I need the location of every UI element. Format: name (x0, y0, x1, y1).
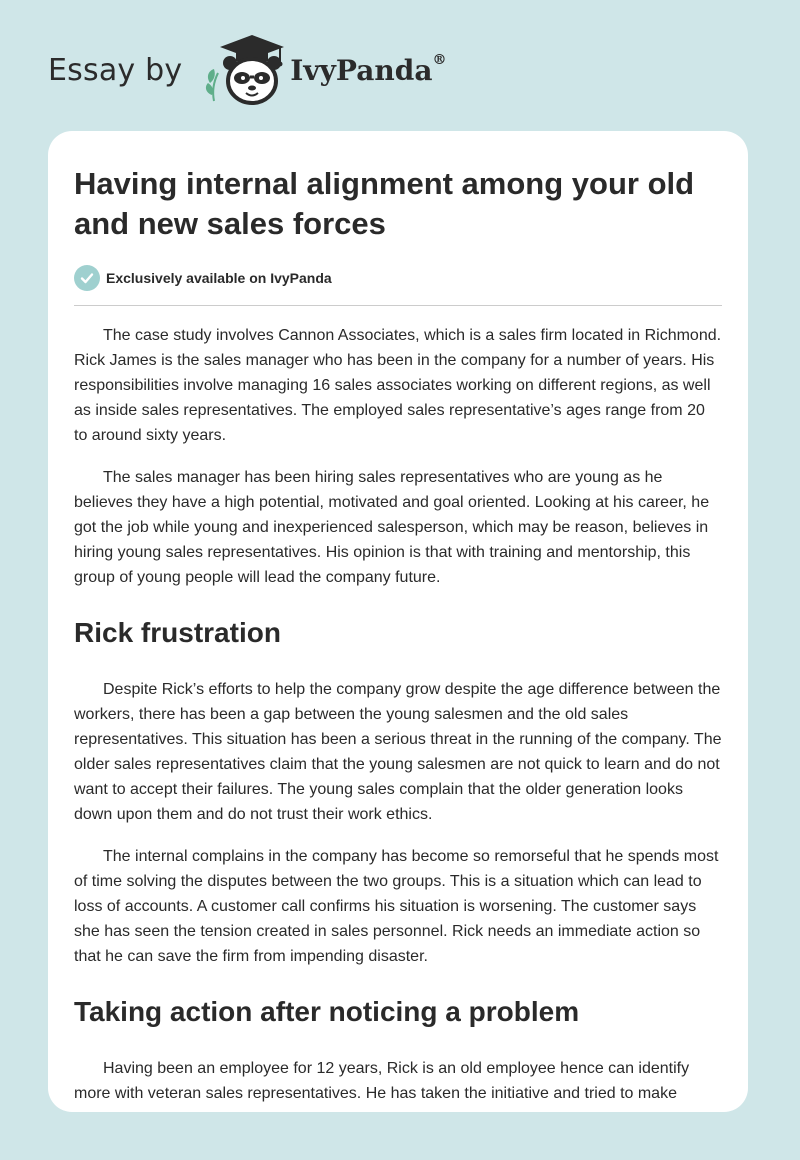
article-title: Having internal alignment among your old and new sales forces (74, 166, 695, 241)
paragraph: Having been an employee for 12 years, Rick is an old employee hence can identify more with veteran sales representatives. He has taken the initiative and tried to make (74, 1060, 690, 1102)
essay-by-label: Essay by (48, 52, 183, 88)
article-card (48, 131, 748, 1112)
divider (74, 305, 722, 306)
paragraph: The internal complains in the company has become so remorseful that he spends most of time solving the disputes between the two groups. This is a situation which can lead to loss of accounts. A customer call confirms his situation is worsening. The customer says she has seen the tension created in sales personnel. Rick needs an immediate action so that he can save the firm from impending disaster. (74, 848, 719, 965)
section-heading: Taking action after noticing a problem (74, 996, 580, 1027)
brand-text: IvyPanda (290, 53, 433, 87)
exclusive-badge-label: Exclusively available on IvyPanda (106, 270, 332, 286)
paragraph: Despite Rick’s efforts to help the company grow despite the age difference between the workers, there has been a gap between the young salesmen and the old sales representatives. This situation has been a serious threat in the running of the company. The older sales representatives claim that the young salesmen are not quick to learn and do not want to accept their failures. The young sales complain that the older generation looks down upon them and do not trust their work ethics. (74, 681, 722, 823)
paragraph: The case study involves Cannon Associates, which is a sales firm located in Richmond. Rick James is the sales manager who has been in the company for a number of years. His responsibilities involve managing 16 sales associates working on different regions, as well as inside sales representatives. The employed sales representative’s ages range from 20 to around sixty years. (74, 327, 722, 444)
article-body (48, 164, 748, 1106)
paragraph: The sales manager has been hiring sales representatives who are young as he believes they have a high potential, motivated and goal oriented. Looking at his career, he got the job while young and inexperienced salesperson, which may be reason, believes in hiring young sales representatives. His opinion is that with training and mentorship, this group of young people will lead the company future. (74, 469, 710, 586)
site-header (48, 30, 446, 110)
exclusive-badge (74, 264, 722, 292)
panda-graduate-icon (200, 31, 284, 109)
brand-name[interactable] (290, 51, 447, 87)
section-heading: Rick frustration (74, 617, 281, 648)
check-circle-icon (74, 265, 100, 291)
registered-mark: ® (432, 51, 447, 68)
